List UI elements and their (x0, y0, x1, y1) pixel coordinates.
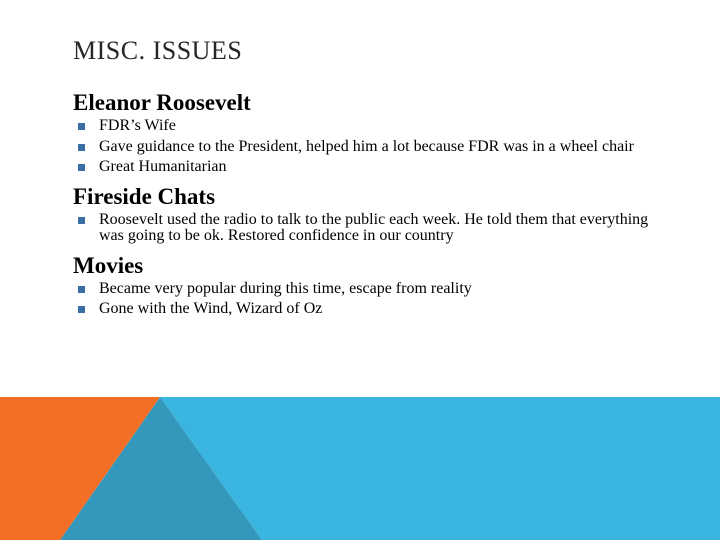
section-heading: Movies (73, 252, 144, 278)
square-bullet-icon (78, 217, 85, 224)
bullet-text: Roosevelt used the radio to talk to the public each week. He told them that everything was going to be ok. Restored confidence in our country (99, 210, 649, 244)
bullet-text: Became very popular during this time, escape from reality (99, 279, 472, 297)
square-bullet-icon (78, 306, 85, 313)
bullet-text: Gave guidance to the President, helped him a lot because FDR was in a wheel chair (99, 137, 634, 155)
bullet-item (78, 118, 673, 135)
section-heading: Eleanor Roosevelt (73, 90, 251, 115)
bullet-text: Great Humanitarian (99, 158, 227, 175)
section-heading: Fireside Chats (73, 183, 216, 209)
bullet-item (78, 281, 673, 298)
bullet-item (78, 212, 673, 245)
square-bullet-icon (78, 286, 85, 293)
bullet-list (73, 281, 673, 318)
square-bullet-icon (78, 144, 85, 151)
bullet-text: Gone with the Wind, Wizard of Oz (99, 300, 323, 317)
section-eleanor-roosevelt (73, 90, 673, 176)
section-fireside-chats (73, 184, 673, 245)
bullet-item (78, 139, 673, 156)
bullet-item (78, 301, 673, 318)
square-bullet-icon (78, 123, 85, 130)
slide-title: MISC. ISSUES (73, 36, 243, 65)
bullet-list (73, 118, 673, 176)
slide-content (73, 90, 673, 326)
bullet-list (73, 212, 673, 245)
section-movies (73, 253, 673, 318)
square-bullet-icon (78, 164, 85, 171)
bullet-item (78, 159, 673, 176)
bullet-text: FDR’s Wife (99, 117, 176, 134)
